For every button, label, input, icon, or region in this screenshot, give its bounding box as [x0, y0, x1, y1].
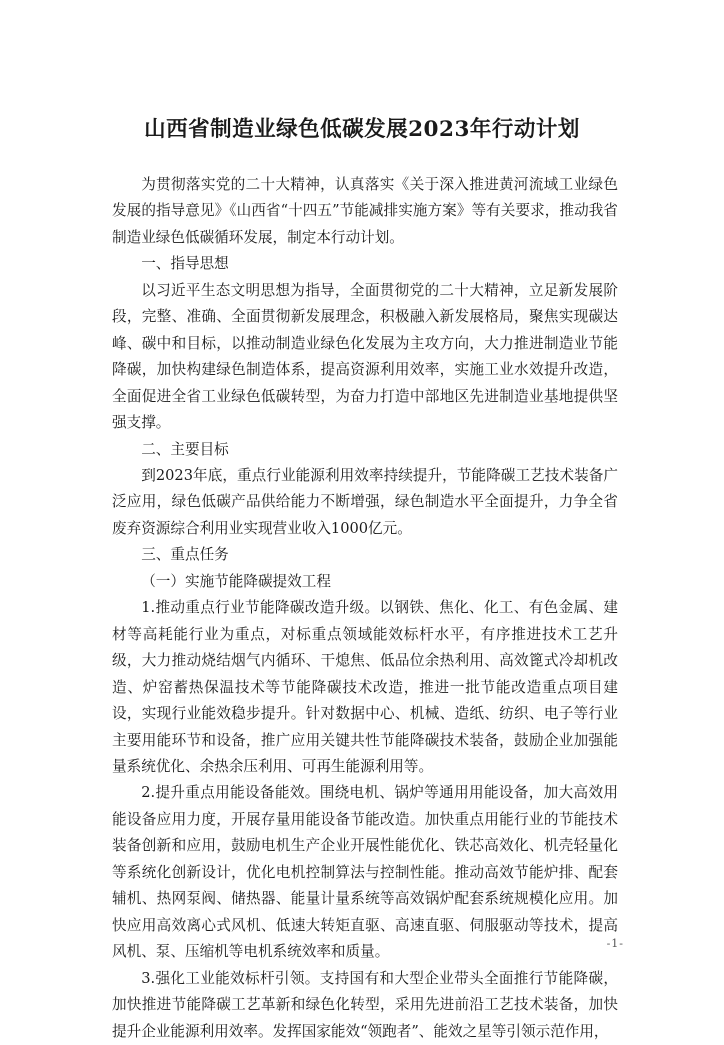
page-number: -1-: [606, 937, 624, 950]
section-heading: 三、重点任务: [141, 546, 229, 564]
body-paragraph: 1.推动重点行业节能降碳改造升级。以钢铁、焦化、化工、有色金属、建材等高耗能行业为重点，对标重点领域能效标杆水平，有序推进技术工艺升级，大力推动烧结烟气内循环、干熄焦、低品位余热利用、高效篦式冷却机改造、炉窑蓄热保温技术等节能降碳技术改造，推进一批节能改造重点项目建设，实现行业能效稳步提升。针对数据中心、机械、造纸、纺织、电子等行业主要用能环节和设备，推广应用关键共性节能降碳技术装备，鼓励企业加强能量系统优化、余热余压利用、可再生能源利用等。: [112, 599, 618, 775]
document-title: 山西省制造业绿色低碳发展2023年行动计划: [144, 117, 580, 142]
section-heading: 一、指导思想: [141, 255, 229, 273]
intro-paragraph: 为贯彻落实党的二十大精神，认真落实《关于深入推进黄河流域工业绿色发展的指导意见》《山西省“十四五”节能减排实施方案》等有关要求，推动我省制造业绿色低碳循环发展，制定本行动计划。: [112, 176, 618, 246]
body-paragraph: 2.提升重点用能设备能效。围绕电机、锅炉等通用用能设备，加大高效用能设备应用力度，开展存量用能设备节能改造。加快重点用能行业的节能技术装备创新和应用，鼓励电机生产企业开展性能优化、铁芯高效化、机壳轻量化等系统化创新设计，优化电机控制算法与控制性能。推动高效节能炉排、配套辅机、热网泵阀、储热器、能量计量系统等高效锅炉配套系统规模化应用。加快应用高效离心式风机、低速大转矩直驱、高速直驱、伺服驱动等技术，提高风机、泵、压缩机等电机系统效率和质量。: [112, 784, 618, 961]
subsection-heading: （一）实施节能降碳提效工程: [141, 572, 331, 590]
section-heading: 二、主要目标: [141, 440, 229, 458]
body-paragraph: 到2023年底，重点行业能源利用效率持续提升，节能降碳工艺技术装备广泛应用，绿色低碳产品供给能力不断增强，绿色制造水平全面提升，力争全省废弃资源综合利用业实现营业收入1000亿元。: [112, 466, 618, 537]
body-paragraph: 以习近平生态文明思想为指导，全面贯彻党的二十大精神，立足新发展阶段，完整、准确、全面贯彻新发展理念，积极融入新发展格局，聚焦实现碳达峰、碳中和目标，以推动制造业绿色化发展为主攻方向，大力推进制造业节能降碳，加快构建绿色制造体系，提高资源利用效率，实施工业水效提升改造，全面促进全省工业绿色低碳转型，为奋力打造中部地区先进制造业基地提供坚强支撑。: [112, 281, 618, 432]
body-paragraph: 3.强化工业能效标杆引领。支持国有和大型企业带头全面推行节能降碳，加快推进节能降碳工艺革新和绿色化转型，采用先进前沿工艺技术装备，加快提升企业能源利用效率。发挥国家能效“领跑者”、能效之星等引领示范作用，: [112, 969, 618, 1040]
document-body: [112, 172, 618, 1045]
